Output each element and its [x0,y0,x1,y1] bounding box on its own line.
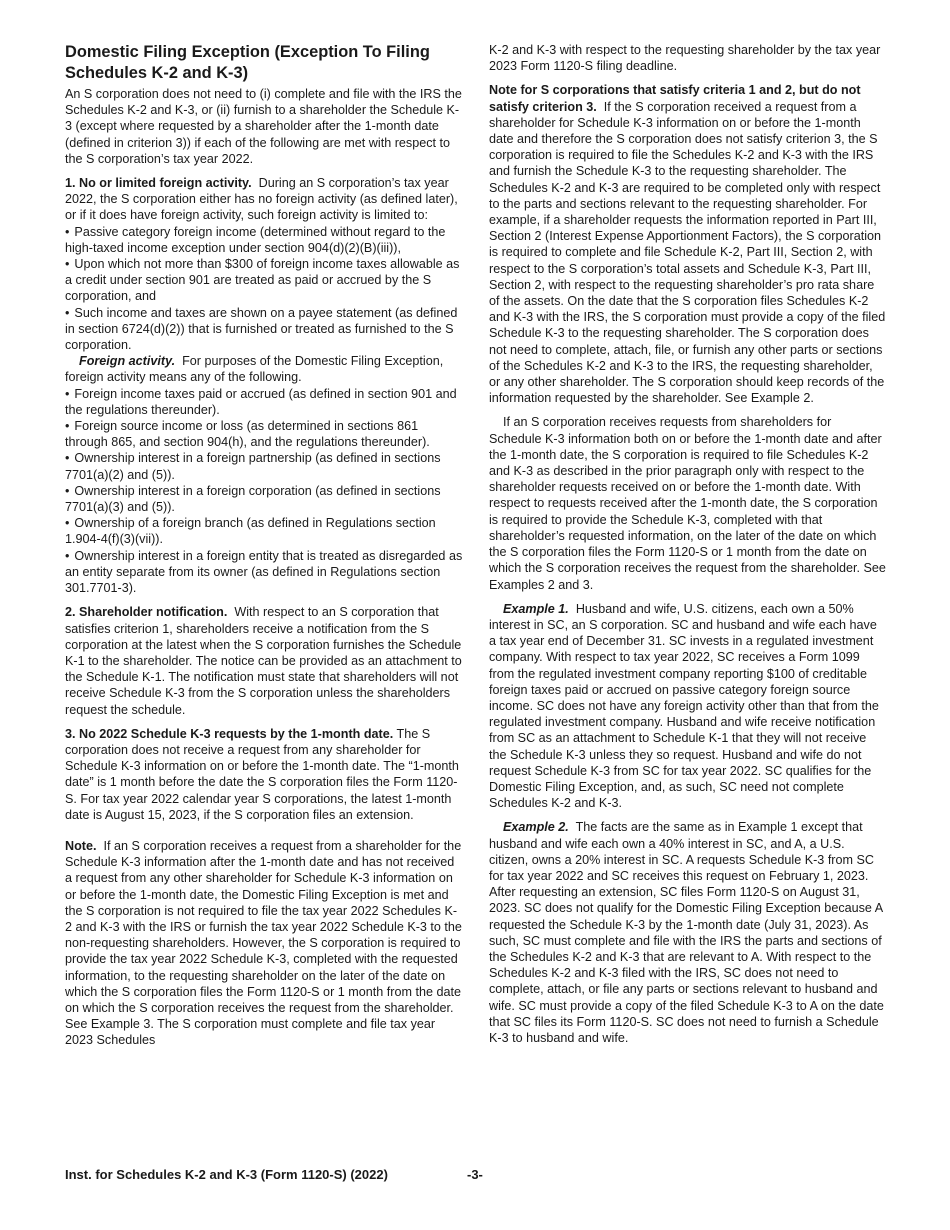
foreign-activity-bullet: • Ownership interest in a foreign corporation (as defined in sections 7701(a)(3) and (5)). [65,483,463,515]
foreign-activity-bullet: • Foreign income taxes paid or accrued (as defined in section 901 and the regulations thereunder). [65,386,463,418]
criterion-1-text: During an S corporation’s tax year 2022, the S corporation either has no foreign activity (as defined later), or if it does have foreign activity, such foreign activity is limited to: [65,176,458,223]
example-1-title: Example 1. [503,601,569,616]
criterion-1-title: 1. No or limited foreign activity. [65,176,252,191]
note-criteria-paragraph [489,82,887,406]
foreign-activity-bullet: • Ownership of a foreign branch (as defined in Regulations section 1.904-4(f)(3)(vii)). [65,515,463,547]
foreign-activity-bullet: • Foreign source income or loss (as determined in sections 861 through 865, and section 904(h), and the regulations thereunder). [65,418,463,450]
foreign-activity-bullet: • Ownership interest in a foreign partnership (as defined in sections 7701(a)(2) and (5)). [65,450,463,482]
criterion-1 [65,175,463,224]
criterion-1-bullet: • Passive category foreign income (determined without regard to the high-taxed income exception under section 904(d)(2)(B)(iii)), [65,224,463,256]
note-title: Note. [65,838,97,853]
note-criteria-title: Note for S corporations that satisfy criteria 1 and 2, but do not satisfy criterion 3. [489,83,861,114]
foreign-activity [65,353,463,385]
intro-paragraph: An S corporation does not need to (i) complete and file with the IRS the Schedules K-2 and K-3, or (ii) furnish to a shareholder the Schedule K-3 (except where requested by a shareholder after the 1-month date (defined in criterion 3)) if each of the following are met with respect to the S corporation’s tax year 2022. [65,87,462,166]
note-criteria-text: If the S corporation received a request from a shareholder for Schedule K-3 information on or before the 1-month date and therefore the S corporation does not satisfy criterion 3, the S corporation is required to file the Schedules K-2 and K-3 with the IRS and furnish the Schedule K-3 to the requesting shareholder. The Schedules K-2 and K-3 are required to be completed only with respect to the parts and sections relevant to the requesting shareholder. For example, if a shareholder requests the information reported in Part III, Section 2 (Interest Expense Apportionment Factors), the S corporation is required to complete and file Schedule K-2, Part III, Section 2, with respect to the S corporation’s total assets and Schedule K-3, Part III, Section 2, with respect to the requesting shareholder’s pro rata share of the assets. On the date that the S corporation files Schedules K-2 and K-3 with the IRS, the S corporation must provide a copy of the filed Schedule K-3 to the requesting shareholder. The S corporation does not need to complete, attach, file, or furnish any other parts or sections of the Schedules K-2 and K-3 to the IRS, the requesting shareholder, or any other shareholder. The S corporation should keep records of the information requested by the shareholder. See Example 2. [489,99,886,406]
requests-paragraph: If an S corporation receives requests from shareholders for Schedule K-3 information both on or before the 1-month date and after the 1-month date, the S corporation is required to file Schedules K-2 and K-3 as described in the prior paragraph only with respect to the shareholder requests received on or before the 1-month date. With respect to requests received after the 1-month date, the S corporation is required to provide the Schedule K-3, completed with that shareholder’s requested information, on the later of the date on which the S corporation files the Form 1120-S or 1 month from the date on which the S corporation receives the request from the shareholder. See Examples 2 and 3. [489,415,886,592]
criterion-1-bullet: • Upon which not more than $300 of foreign income taxes allowable as a credit under section 901 are treated as paid or accrued by the S corporation, and [65,256,463,305]
criterion-3-title: 3. No 2022 Schedule K-3 requests by the 1-month date. [65,726,394,741]
example-2 [489,819,887,1046]
page-number: -3- [467,1167,483,1182]
note-text: If an S corporation receives a request from a shareholder for the Schedule K-3 information after the 1-month date and has not received a request from any other shareholder for Schedule K-3 information on or before the 1-month date, the Domestic Filing Exception is met and the S corporation is not required to file the tax year 2022 Schedules K-2 and K-3 with the IRS or furnish the tax year 2022 Schedule K-3 to the non-requesting shareholders. However, the S corporation is required to provide the tax year 2022 Schedule K-3, completed with the requested information, to the requesting shareholder on the later of the date on which the S corporation files the Form 1120-S or 1 month from the date on which the S corporation receives the request from the shareholder. See Example 3. The S corporation must complete and file tax year 2023 Schedules [65,838,462,1048]
left-column [65,42,463,1049]
page-footer [65,1167,895,1182]
footer-title: Inst. for Schedules K-2 and K-3 (Form 1120-S) (2022) [65,1167,388,1182]
foreign-activity-title: Foreign activity. [79,354,176,369]
foreign-activity-bullet: • Ownership interest in a foreign entity that is treated as disregarded as an entity separate from its owner (as defined in Regulations section 301.7701-3). [65,548,463,597]
example-2-text: The facts are the same as in Example 1 except that husband and wife each own a 40% interest in SC, and A, a U.S. citizen, owns a 20% interest in SC. A requests Schedule K-3 from SC for tax year 2022 and SC receives this request on February 1, 2023. After requesting an extension, SC files Form 1120-S on August 31, 2023. SC does not qualify for the Domestic Filing Exception because A requested the Schedule K-3 by the 1-month date (July 31, 2023). As such, SC must complete and file with the IRS the parts and sections of the Schedules K-2 and K-3 that are relevant to A. With respect to the Schedules K-2 and K-3 filed with the IRS, SC does not need to complete, attach, or file any parts or sections relevant to husband and wife. SC must provide a copy of the filed Schedule K-3 to A on the date that SC files its Form 1120-S. SC does not need to furnish a Schedule K-3 to husband and wife. [489,820,884,1045]
criterion-2 [65,604,463,717]
example-1 [489,601,887,812]
criterion-3-text: The S corporation does not receive a request from any shareholder for Schedule K-3 information on or before the 1-month date. The “1-month date” is 1 month before the date the S corporation files the Form 1120-S. For tax year 2022 calendar year S corporations, the latest 1-month date is August 15, 2023, if the S corporation files an extension. [65,726,459,822]
note-paragraph [65,838,463,1049]
criterion-1-bullet: • Such income and taxes are shown on a payee statement (as defined in section 6724(d)(2)) that is furnished or treated as furnished to the S corporation. [65,305,463,354]
criterion-2-title: 2. Shareholder notification. [65,605,228,620]
criterion-2-text: With respect to an S corporation that satisfies criterion 1, shareholders receive a notification from the S corporation at the latest when the S corporation furnishes the Schedule K-1 to the shareholder. The notice can be provided as an attachment to the Schedule K-1. The notification must state that shareholders will not receive Schedule K-3 from the S corporation unless the shareholders request the schedule. [65,605,462,717]
continuation-paragraph: K-2 and K-3 with respect to the requesting shareholder by the tax year 2023 Form 1120-S filing deadline. [489,43,881,74]
example-1-text: Husband and wife, U.S. citizens, each own a 50% interest in SC, an S corporation. SC and husband and wife each have a tax year end of December 31. SC invests in a regulated investment company. With respect to tax year 2022, SC receives a Form 1099 from the regulated investment company reporting $100 of creditable foreign taxes paid or accrued on passive category foreign source income. SC does not have any foreign activity other than that from the regulated investment company. Husband and wife receive notification from SC as an attachment to Schedule K-1 that they will not receive the Schedule K-3 unless they so request. Husband and wife do not request Schedule K-3 from SC for tax year 2022. SC qualifies for the Domestic Filing Exception, and, as such, SC need not complete Schedules K-2 and K-3. [489,601,879,811]
example-2-title: Example 2. [503,820,569,835]
foreign-activity-text: For purposes of the Domestic Filing Exception, foreign activity means any of the following. [65,354,444,385]
criterion-3 [65,726,463,823]
section-heading: Domestic Filing Exception (Exception To Filing Schedules K-2 and K-3) [65,43,430,82]
right-column [489,42,887,1046]
